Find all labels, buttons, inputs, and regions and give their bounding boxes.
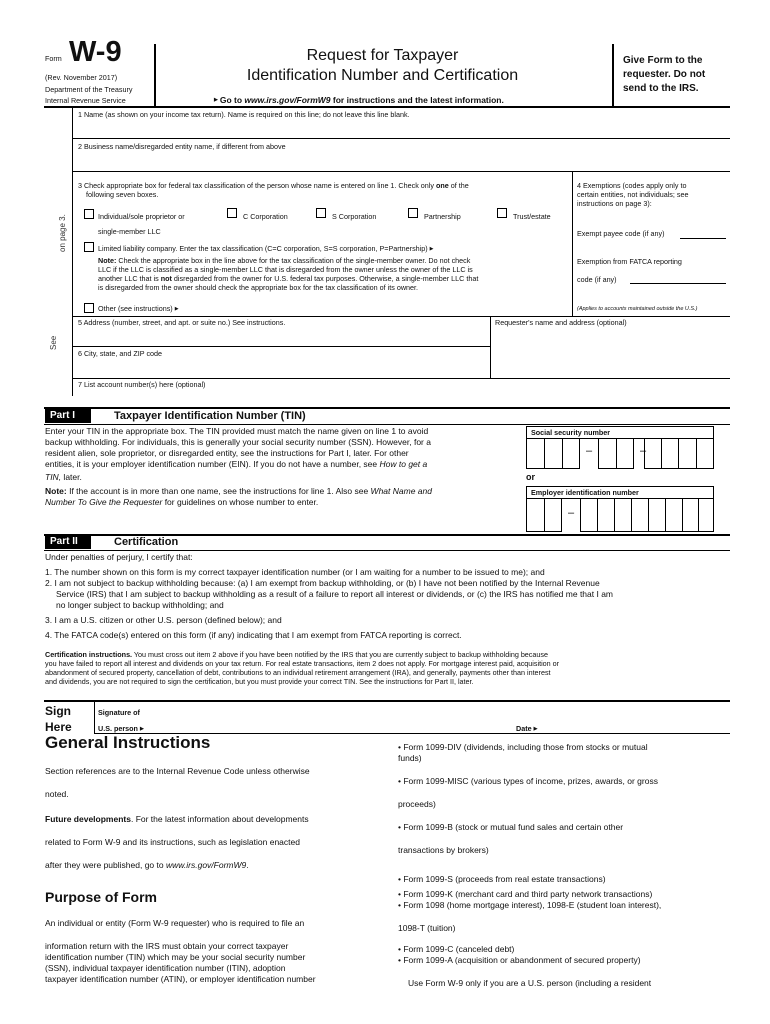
fatca-label-2: code (if any) — [577, 275, 617, 284]
checkbox-partnership[interactable] — [408, 208, 418, 218]
label-s-corporation: S Corporation — [332, 212, 377, 221]
line-7-label: 7 List account number(s) here (optional) — [78, 380, 206, 389]
ssn-dash-1: – — [586, 445, 593, 457]
side-note-page: on page 3. — [58, 214, 67, 252]
list-item: • Form 1099-K (merchant card and third party network transactions) — [398, 889, 653, 899]
purpose-of-form-text: An individual or entity (Form W-9 requester) who is required to file an information return with the IRS must obtain your correct taxpayer identification number (TIN) which may be your social security number (SSN), individual taxpayer identification number (ITIN), adoption taxpayer identification number (ATIN), or employer identification number — [45, 918, 316, 984]
line-5-label: 5 Address (number, street, and apt. or suite no.) See instructions. — [78, 318, 286, 327]
signature-field[interactable] — [160, 706, 510, 732]
label-trust-estate: Trust/estate — [513, 212, 551, 221]
general-section-refs: Section references are to the Internal Revenue Code unless otherwise noted. — [45, 766, 310, 799]
label-llc: Limited liability company. Enter the tax classification (C=C corporation, S=S corporation, P=Partnership)▶ — [98, 244, 436, 254]
cert-item-1: 1. The number shown on this form is my correct taxpayer identification number (or I am waiting for a number to be issued to me); and — [45, 567, 545, 577]
list-item: • Form 1099-C (canceled debt) — [398, 944, 515, 954]
checkbox-individual[interactable] — [84, 209, 94, 219]
cert-item-4: 4. The FATCA code(s) entered on this form (if any) indicating that I am exempt from FATCA reporting is correct. — [45, 630, 462, 640]
form-title — [160, 46, 605, 86]
instructions-link-line: ▶ Go to www.irs.gov/FormW9 for instructions and the latest information. — [212, 95, 504, 106]
list-item: • Form 1099-B (stock or mutual fund sales and certain other — [398, 822, 624, 832]
sign-here-label: Sign Here — [45, 704, 72, 734]
list-item: Use Form W-9 only if you are a U.S. person (including a resident — [408, 978, 652, 988]
fatca-code-field[interactable] — [630, 283, 726, 284]
list-item: • Form 1099-A (acquisition or abandonment of secured property) — [398, 955, 641, 965]
list-item: 1098-T (tuition) — [398, 923, 456, 933]
account-numbers-field[interactable] — [76, 390, 726, 404]
ein-label-box — [526, 486, 714, 499]
certification-text: Under penalties of perjury, I certify that: 1. The number shown on this form is my correct taxpayer identification number (or I am waiting for a number to be issued to me); and 2. I am not subject to backup withholding because: (a) I am exempt from backup withholding, or (b) I have not been notified by the Internal Revenue Service (IRS) that I am subject to backup withholding as a result of a failure to report all interest or dividends, or (c) the IRS has notified me that I am no longer subject to backup withholding; and 3. I am a U.S. citizen or other U.S. person (defined below); and 4. The FATCA code(s) entered on this form (if any) indicating that I am exempt from FATCA reporting is correct. — [45, 552, 730, 641]
label-other: Other (see instructions)▶ — [98, 304, 181, 314]
revision-date: (Rev. November 2017) — [45, 73, 118, 82]
cert-item-3: 3. I am a U.S. citizen or other U.S. person (defined below); and — [45, 615, 282, 625]
part-1-instructions: Enter your TIN in the appropriate box. The TIN provided must match the name given on line 1 to avoid backup withholding. For individuals, this is generally your social security number (SSN). However, for a resident alien, sole proprietor, or disregarded entity, see the instructions for Part I, later. For other entities, it is your employer identification number (EIN). If you do not have a number, see How to get a TIN, later. Note: If the account is in more than one name, see the instructions for line 1. Also see What Name and Number To Give the Requester for guidelines on whose number to enter. — [45, 426, 432, 507]
checkbox-s-corporation[interactable] — [316, 208, 326, 218]
label-individual-2: single-member LLC — [98, 227, 161, 236]
part-2-title: Certification — [114, 536, 179, 548]
part-1-title: Taxpayer Identification Number (TIN) — [114, 410, 306, 422]
ssn-dash-2: – — [640, 445, 647, 457]
llc-note: Note: Check the appropriate box in the line above for the tax classification of the single-member owner. Do not check LLC if the LLC is classified as a single-member LLC that is disregarded from the owner unless the owner of the LLC is another LLC that is not disregarded from the owner for U.S. federal tax purposes. Otherwise, a single-member LLC that is disregarded from the owner should check the appropriate box for the tax classification of its owner. — [98, 256, 479, 292]
line-1-label: 1 Name (as shown on your income tax return). Name is required on this line; do not leave this line blank. — [78, 110, 410, 119]
city-state-zip-field[interactable] — [76, 359, 486, 377]
ein-field[interactable] — [526, 499, 714, 532]
future-developments-link[interactable]: www.irs.gov/FormW9 — [165, 860, 247, 870]
purpose-of-form-heading: Purpose of Form — [45, 889, 158, 905]
general-instructions-heading: General Instructions — [45, 733, 211, 752]
signature-of-label: Signature of — [98, 708, 140, 717]
title-line-1: Request for Taxpayer — [306, 47, 459, 64]
date-label: Date▶ — [516, 724, 539, 734]
form-types-list — [398, 742, 728, 989]
label-c-corporation: C Corporation — [243, 212, 288, 221]
ein-label: Employer identification number — [531, 488, 639, 497]
cert-item-2: 2. I am not subject to backup withholding because: (a) I am exempt from backup withholding, or (b) I have not been notified by the Internal Revenue — [45, 578, 600, 588]
label-individual: Individual/sole proprietor or — [98, 212, 185, 221]
cert-intro: Under penalties of perjury, I certify that: — [45, 552, 193, 562]
line-3-label: 3 Check appropriate box for federal tax classification of the person whose name is entered on line 1. Check only one of the following seven boxes. — [78, 181, 469, 199]
checkbox-c-corporation[interactable] — [227, 208, 237, 218]
part-1-label: Part I — [45, 409, 91, 423]
ssn-label: Social security number — [531, 428, 611, 437]
us-person-label: U.S. person▶ — [98, 724, 146, 734]
ssn-label-box — [526, 426, 714, 439]
irs-link[interactable]: www.irs.gov/FormW9 — [244, 95, 331, 105]
certification-instructions: Certification instructions. You must cross out item 2 above if you have been notified by the IRS that you are currently subject to backup withholding because you have failed to report all interest and dividends on your tax return. For real estate transactions, item 2 does not apply. For mortgage interest paid, acquisition or abandonment of secured property, cancellation of debt, contributions to an individual retirement arrangement (IRA), and generally, payments other than interest and dividends, you are not required to sign the certification, but you must provide your correct TIN. See the instructions for Part II, later. — [45, 650, 560, 686]
checkbox-llc[interactable] — [84, 242, 94, 252]
line-6-label: 6 City, state, and ZIP code — [78, 349, 163, 358]
list-item: • Form 1099-MISC (various types of income, prizes, awards, or gross — [398, 776, 658, 786]
exemptions-label: 4 Exemptions (codes apply only to certain entities, not individuals; see instructions on page 3): — [577, 181, 689, 208]
requester-label: Requester's name and address (optional) — [495, 318, 627, 327]
give-form-note: Give Form to the requester. Do not send to the IRS. — [623, 55, 706, 94]
future-developments: Future developments. For the latest information about developments related to Form W-9 and its instructions, such as legislation enacted after they were published, go to www.irs.gov/FormW9. — [45, 814, 309, 870]
ein-dash: – — [568, 507, 575, 519]
list-item: • Form 1099-S (proceeds from real estate transactions) — [398, 874, 606, 884]
fatca-applies-note: (Applies to accounts maintained outside the U.S.) — [577, 306, 698, 312]
title-line-2: Identification Number and Certification — [246, 67, 519, 84]
list-item: transactions by brokers) — [398, 845, 489, 855]
exempt-payee-label: Exempt payee code (if any) — [577, 229, 665, 238]
address-field[interactable] — [76, 328, 486, 346]
fatca-label-1: Exemption from FATCA reporting — [577, 257, 682, 266]
or-label: or — [526, 472, 535, 482]
exempt-payee-field[interactable] — [680, 238, 726, 239]
ssn-field[interactable] — [526, 439, 714, 469]
list-item: • Form 1099-DIV (dividends, including those from stocks or mutual — [398, 742, 648, 752]
department: Department of the Treasury — [45, 85, 133, 94]
name-field[interactable] — [76, 120, 728, 138]
part-2-label: Part II — [45, 535, 91, 549]
side-note: See — [49, 335, 58, 350]
business-name-field[interactable] — [76, 152, 728, 170]
checkbox-other[interactable] — [84, 303, 94, 313]
agency: Internal Revenue Service — [45, 96, 126, 105]
list-item: • Form 1098 (home mortgage interest), 1098-E (student loan interest), — [398, 900, 662, 910]
list-item: proceeds) — [398, 799, 436, 809]
line-2-label: 2 Business name/disregarded entity name, if different from above — [78, 142, 286, 151]
label-partnership: Partnership — [424, 212, 461, 221]
date-field[interactable] — [548, 714, 728, 732]
checkbox-trust-estate[interactable] — [497, 208, 507, 218]
form-word: Form — [45, 54, 62, 63]
form-number: W-9 — [69, 36, 122, 68]
list-item: funds) — [398, 753, 422, 763]
